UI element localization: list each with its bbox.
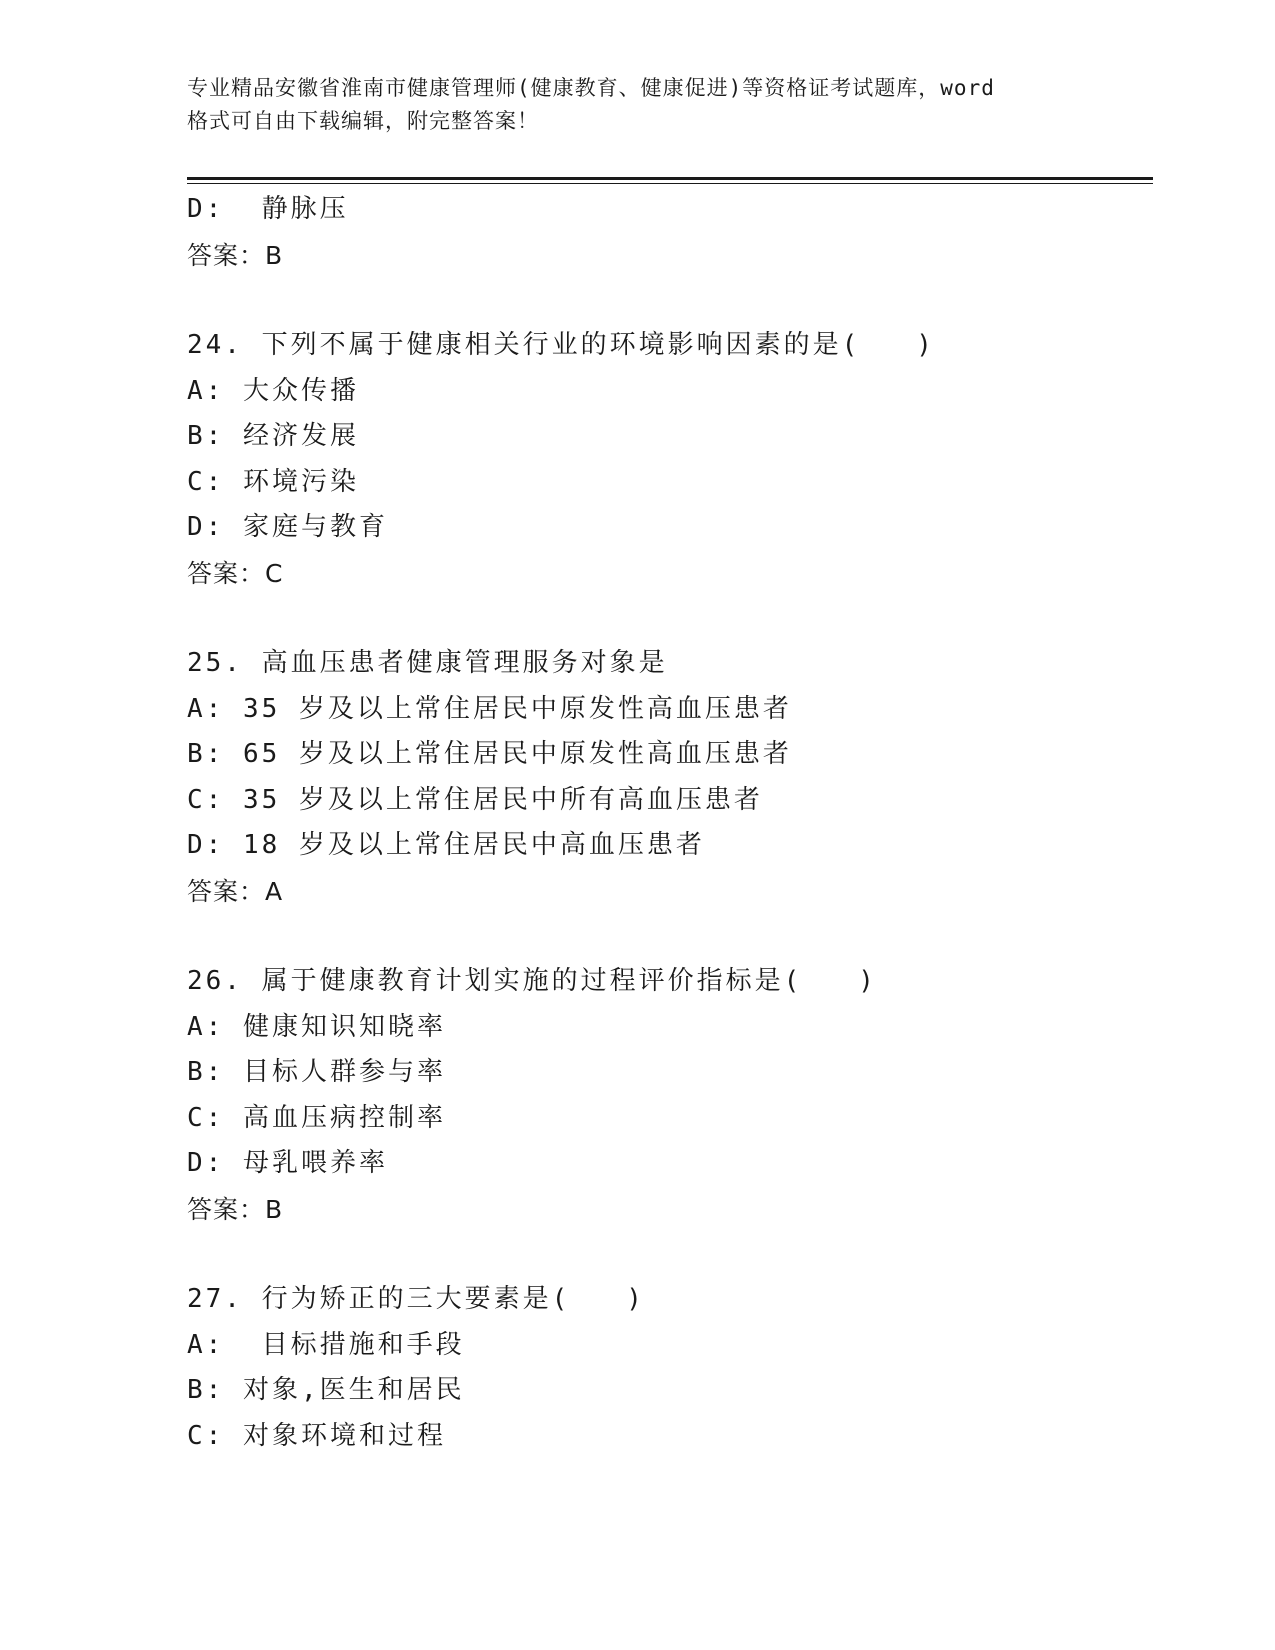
option-b: B: 经济发展 [187, 421, 359, 451]
question-stem: 25. 高血压患者健康管理服务对象是 [187, 648, 668, 678]
option-d: D: 家庭与教育 [187, 512, 388, 542]
option-b: B: 目标人群参与率 [187, 1057, 446, 1087]
option-d: D: 母乳喂养率 [187, 1148, 388, 1178]
question-stem: 27. 行为矫正的三大要素是( ) [187, 1284, 645, 1314]
question-stem: 26. 属于健康教育计划实施的过程评价指标是( ) [187, 966, 877, 996]
option-c: C: 高血压病控制率 [187, 1102, 446, 1133]
question-25 [187, 641, 1153, 914]
answer: 答案：A [187, 876, 284, 906]
question-24 [187, 323, 1153, 596]
question-content [187, 187, 1153, 1459]
answer: 答案：C [187, 558, 284, 588]
answer: 答案：B [187, 1194, 284, 1224]
option-a: A: 35 岁及以上常住居民中原发性高血压患者 [187, 693, 792, 724]
question-27 [187, 1277, 1153, 1459]
option-b: B: 65 岁及以上常住居民中原发性高血压患者 [187, 739, 792, 769]
option-c: C: 环境污染 [187, 466, 359, 497]
option-a: A: 大众传播 [187, 375, 359, 406]
header-line-2: 格式可自由下载编辑，附完整答案！ [187, 109, 539, 133]
option-d: D: 18 岁及以上常住居民中高血压患者 [187, 830, 705, 860]
option-c: C: 35 岁及以上常住居民中所有高血压患者 [187, 784, 763, 815]
header-divider-thick [187, 177, 1153, 180]
option-a: A: 目标措施和手段 [187, 1329, 465, 1360]
option-b: B: 对象,医生和居民 [187, 1375, 465, 1405]
question-stem: 24. 下列不属于健康相关行业的环境影响因素的是( ) [187, 330, 935, 360]
option-c: C: 对象环境和过程 [187, 1420, 446, 1451]
prev-question-answer: 答案：B [187, 240, 284, 270]
header-line-1: 专业精品安徽省淮南市健康管理师(健康教育、健康促进)等资格证考试题库，word [187, 76, 995, 100]
document-header [187, 72, 1107, 138]
header-divider-thin [187, 183, 1153, 184]
question-26 [187, 959, 1153, 1232]
option-a: A: 健康知识知晓率 [187, 1011, 446, 1042]
prev-question-option-d: D: 静脉压 [187, 194, 349, 224]
